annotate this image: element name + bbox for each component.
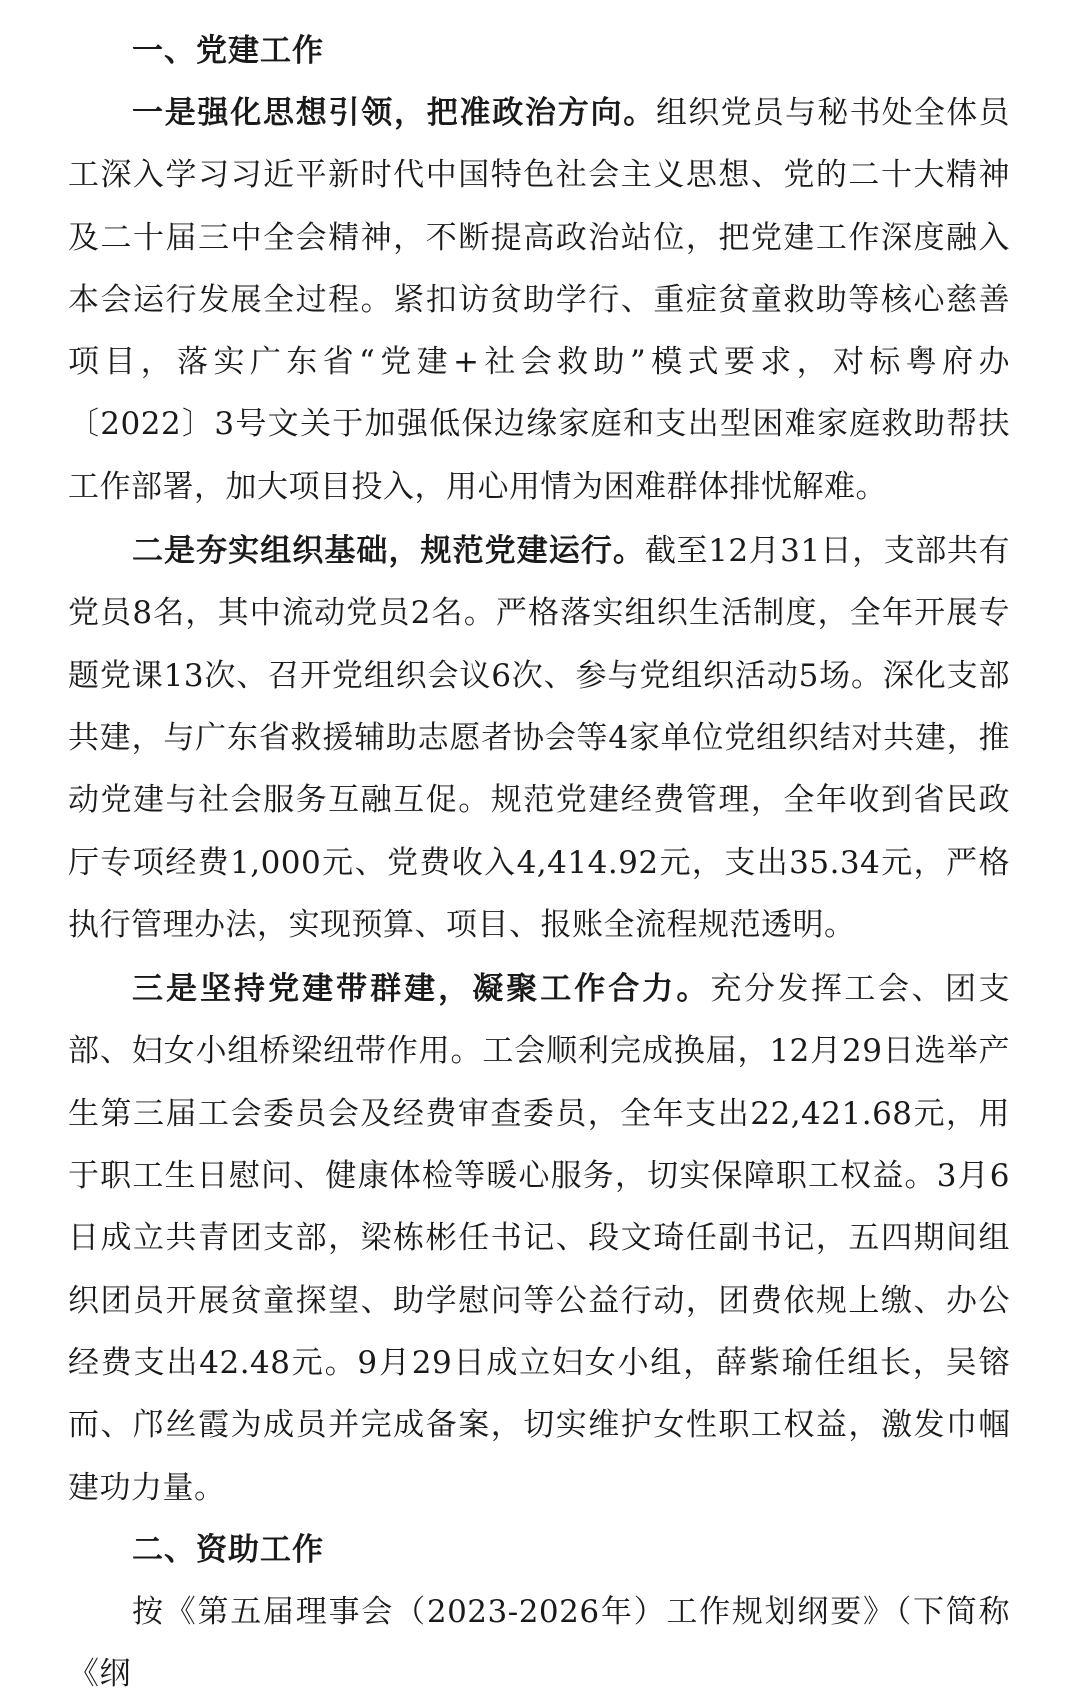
paragraph-ideological-guidance bbox=[68, 82, 1010, 518]
paragraph-body: 充分发挥工会、团支部、妇女小组桥梁纽带作用。工会顺利完成换届，12月29日选举产生第三届工会委员会及经费审查委员，全年支出22,421.68元，用于职工生日慰问、健康体检等暖心服务，切实保障职工权益。3月6日成立共青团支部，梁栋彬任书记、段文琦任副书记，五四期间组织团员开展贫童探望、助学慰问等公益行动，团费依规上缴、办公经费支出42.48元。9月29日成立妇女小组，薛紫瑜任组长，吴镕而、邝丝霞为成员并完成备案，切实维护女性职工权益，激发巾帼建功力量。 bbox=[68, 971, 1011, 1506]
paragraph-lead: 三是坚持党建带群建，凝聚工作合力。 bbox=[132, 971, 711, 1008]
paragraph-body: 组织党员与秘书处全体员工深入学习习近平新时代中国特色社会主义思想、党的二十大精神及二十届三中全会精神，不断提高政治站位，把党建工作深度融入本会运行发展全过程。紧扣访贫助学行、重症贫童救助等核心慈善项目，落实广东省“党建+社会救助”模式要求，对标粤府办〔2022〕3号文关于加强低保边缘家庭和支出型困难家庭救助帮扶工作部署，加大项目投入，用心用情为困难群体排忧解难。 bbox=[68, 95, 1010, 505]
paragraph-funding-plan bbox=[68, 1581, 1010, 1705]
paragraph-organization-foundation bbox=[68, 520, 1010, 956]
paragraph-lead: 二是夯实组织基础，规范党建运行。 bbox=[132, 533, 645, 570]
section-heading-funding-work: 二、资助工作 bbox=[132, 1531, 324, 1568]
paragraph-body: 截至12月31日，支部共有党员8名，其中流动党员2名。严格落实组织生活制度，全年开展专题党课13次、召开党组织会议6次、参与党组织活动5场。深化支部共建，与广东省救援辅助志愿者协会等4家单位党组织结对共建，推动党建与社会服务互融互促。规范党建经费管理，全年收到省民政厅专项经费1,000元、党费收入4,414.92元，支出35.34元，严格执行管理办法，实现预算、项目、报账全流程规范透明。 bbox=[68, 533, 1010, 943]
paragraph-lead: 一是强化思想引领，把准政治方向。 bbox=[132, 95, 656, 131]
section-heading-party-building: 一、党建工作 bbox=[132, 33, 324, 69]
paragraph-body: 按《第五届理事会（2023-2026年）工作规划纲要》（下简称《纲 bbox=[68, 1593, 1010, 1693]
paragraph-mass-organizations bbox=[68, 958, 1010, 1519]
